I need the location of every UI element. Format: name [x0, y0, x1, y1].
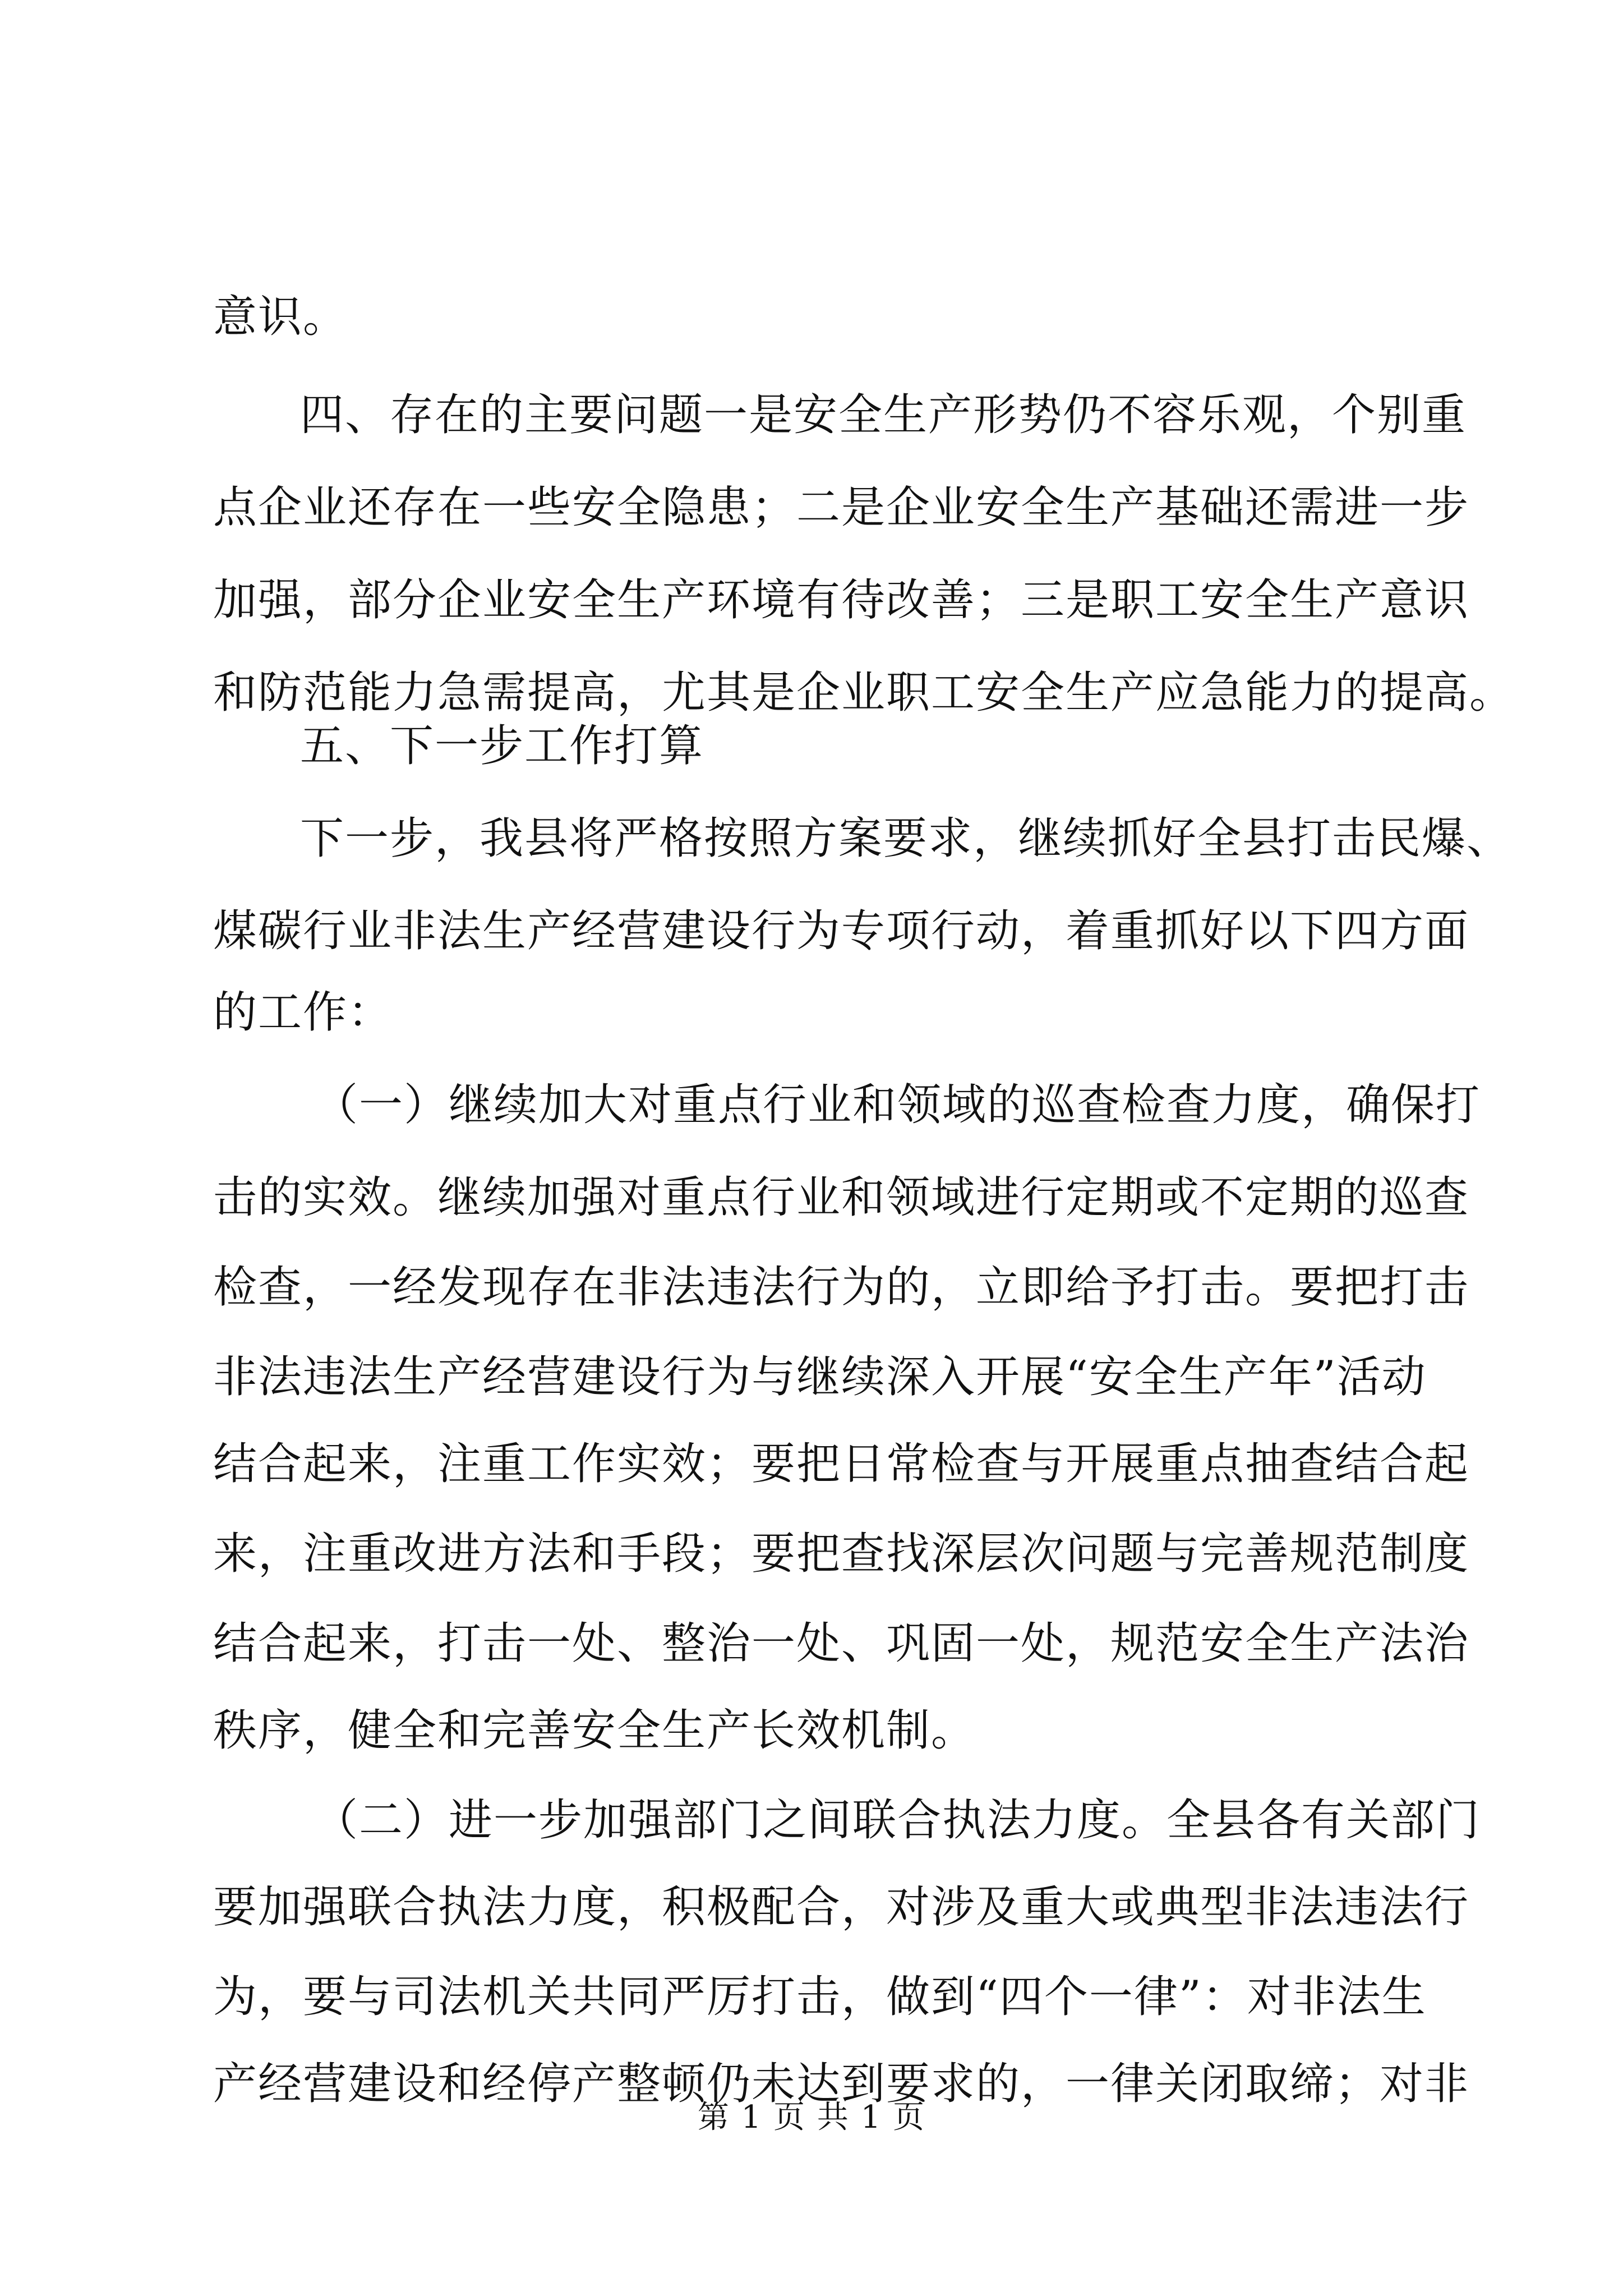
paragraph-line: 秩序，健全和完善安全生产长效机制。	[213, 1705, 976, 1756]
paragraph-line: 结合起来，注重工作实效；要把日常检查与开展重点抽查结合起	[213, 1439, 1470, 1489]
paragraph-line: 击的实效。继续加强对重点行业和领域进行定期或不定期的巡查	[213, 1172, 1470, 1223]
page-number-footer: 第 1 页 共 1 页	[697, 2099, 926, 2136]
paragraph-line: 的工作：	[213, 987, 393, 1038]
subsection-heading-1: （一）继续加大对重点行业和领域的巡查检查力度，确保打	[314, 1080, 1481, 1130]
paragraph-line: 来，注重改进方法和手段；要把查找深层次问题与完善规范制度	[213, 1529, 1470, 1579]
paragraph-line: 为，要与司法机关共同严厉打击，做到“四个一律”：对非法生	[213, 1972, 1427, 2022]
paragraph-line: 要加强联合执法力度，积极配合，对涉及重大或典型非法违法行	[213, 1882, 1470, 1932]
paragraph-line: 下一步，我县将严格按照方案要求，继续抓好全县打击民爆、	[300, 813, 1512, 864]
paragraph-line: 煤碳行业非法生产经营建设行为专项行动，着重抓好以下四方面	[213, 906, 1470, 956]
paragraph-line: 加强，部分企业安全生产环境有待改善；三是职工安全生产意识	[213, 575, 1470, 625]
paragraph-line: 非法违法生产经营建设行为与继续深入开展“安全生产年”活动	[213, 1352, 1427, 1402]
subsection-heading-2: （二）进一步加强部门之间联合执法力度。全县各有关部门	[314, 1795, 1481, 1846]
paragraph-line: 结合起来，打击一处、整治一处、巩固一处，规范安全生产法治	[213, 1618, 1470, 1669]
paragraph-line: 意识。	[213, 292, 348, 342]
paragraph-line: 产经营建设和经停产整顿仍未达到要求的，一律关闭取缔；对非	[213, 2059, 1470, 2109]
paragraph-line: 点企业还存在一些安全隐患；二是企业安全生产基础还需进一步	[213, 482, 1470, 533]
section-heading-next-steps: 五、下一步工作打算	[300, 721, 704, 771]
paragraph-line: 和防范能力急需提高，尤其是企业职工安全生产应急能力的提高。	[213, 668, 1515, 718]
paragraph-line: 检查，一经发现存在非法违法行为的，立即给予打击。要把打击	[213, 1262, 1470, 1313]
section-heading-problems: 四、存在的主要问题一是安全生产形势仍不容乐观，个别重	[300, 390, 1467, 440]
